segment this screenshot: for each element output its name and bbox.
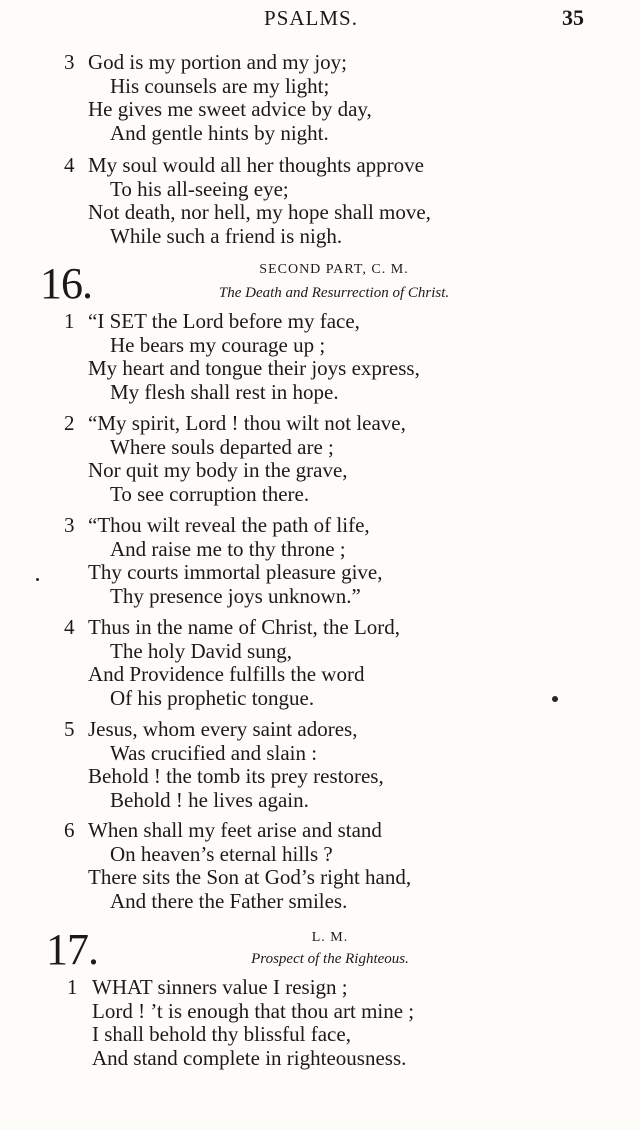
hymn-number: 16.: [40, 259, 92, 308]
running-title: PSALMS.: [264, 6, 358, 30]
verse-line: Behold ! the tomb its prey restores,: [88, 764, 384, 788]
stanza-6: [0, 819, 640, 913]
verse-line: Of his prophetic tongue.: [110, 685, 315, 710]
verse-line: I shall behold thy blissful face,: [92, 1022, 351, 1046]
stanza-number: 4: [64, 153, 75, 177]
verse-line: He bears my courage up ;: [110, 332, 326, 357]
verse-line: His counsels are my light;: [110, 73, 330, 98]
verse-line: “I SET the Lord before my face,: [88, 309, 360, 333]
page-number: 35: [562, 5, 584, 30]
hymn-subtitle: The Death and Resurrection of Christ.: [218, 285, 450, 301]
verse-line: Where souls departed are ;: [110, 434, 334, 459]
verse-line: While such a friend is nigh.: [110, 223, 343, 248]
stanza-4: [0, 616, 640, 710]
verse-line: “My spirit, Lord ! thou wilt not leave,: [88, 411, 406, 435]
verse-line: My soul would all her thoughts approve: [88, 153, 424, 177]
verse-line: Jesus, whom every saint adores,: [88, 717, 358, 741]
stanza-number: 3: [64, 513, 75, 537]
stanza-continued-4: [0, 154, 640, 248]
verse-line: To see corruption there.: [110, 481, 310, 506]
verse-line: To his all-seeing eye;: [110, 176, 289, 201]
verse-line: Thus in the name of Christ, the Lord,: [88, 615, 401, 639]
verse-line: On heaven’s eternal hills ?: [110, 841, 333, 866]
hymn-meter: L. M.: [311, 930, 349, 945]
verse-line: Thy courts immortal pleasure give,: [88, 560, 383, 584]
hymn-number: 17.: [46, 925, 98, 974]
stanza-number: 2: [64, 411, 75, 435]
stanza-1: [0, 976, 640, 1070]
verse-line: WHAT sinners value I resign ;: [92, 975, 348, 999]
verse-line: He gives me sweet advice by day,: [88, 97, 372, 121]
stanza-number: 5: [64, 717, 75, 741]
verse-line: And Providence fulfills the word: [88, 662, 365, 686]
stanza-5: [0, 718, 640, 812]
verse-line: Nor quit my body in the grave,: [88, 458, 348, 482]
stanza-number: 3: [64, 50, 75, 74]
stanza-3: [0, 514, 640, 608]
verse-line: When shall my feet arise and stand: [88, 818, 382, 842]
stanza-continued-3: [0, 51, 640, 145]
verse-line: There sits the Son at God’s right hand,: [88, 865, 412, 889]
verse-line: And gentle hints by night.: [110, 120, 329, 145]
verse-line: And stand complete in righteousness.: [92, 1045, 407, 1070]
verse-line: My flesh shall rest in hope.: [110, 379, 339, 404]
verse-line: God is my portion and my joy;: [88, 50, 347, 74]
verse-line: Lord ! ’t is enough that thou art mine ;: [92, 998, 415, 1023]
stanza-2: [0, 412, 640, 506]
verse-line: Thy presence joys unknown.”: [110, 583, 361, 608]
verse-line: The holy David sung,: [110, 638, 292, 663]
verse-line: Behold ! he lives again.: [110, 787, 309, 812]
hymn-subtitle: Prospect of the Righteous.: [251, 951, 409, 967]
verse-line: And raise me to thy throne ;: [110, 536, 346, 561]
verse-line: “Thou wilt reveal the path of life,: [88, 513, 370, 537]
verse-line: My heart and tongue their joys express,: [88, 356, 420, 380]
ink-speck: [552, 696, 558, 702]
stanza-number: 4: [64, 615, 75, 639]
verse-line: Was crucified and slain :: [110, 740, 318, 765]
verse-line: Not death, nor hell, my hope shall move,: [88, 200, 431, 224]
stanza-number: 6: [64, 818, 75, 842]
ink-speck: [36, 578, 39, 581]
stanza-1: [0, 310, 640, 404]
stanza-number: 1: [67, 975, 78, 999]
hymn-meter: SECOND PART, C. M.: [259, 262, 409, 277]
verse-line: And there the Father smiles.: [110, 888, 348, 913]
stanza-number: 1: [64, 309, 75, 333]
